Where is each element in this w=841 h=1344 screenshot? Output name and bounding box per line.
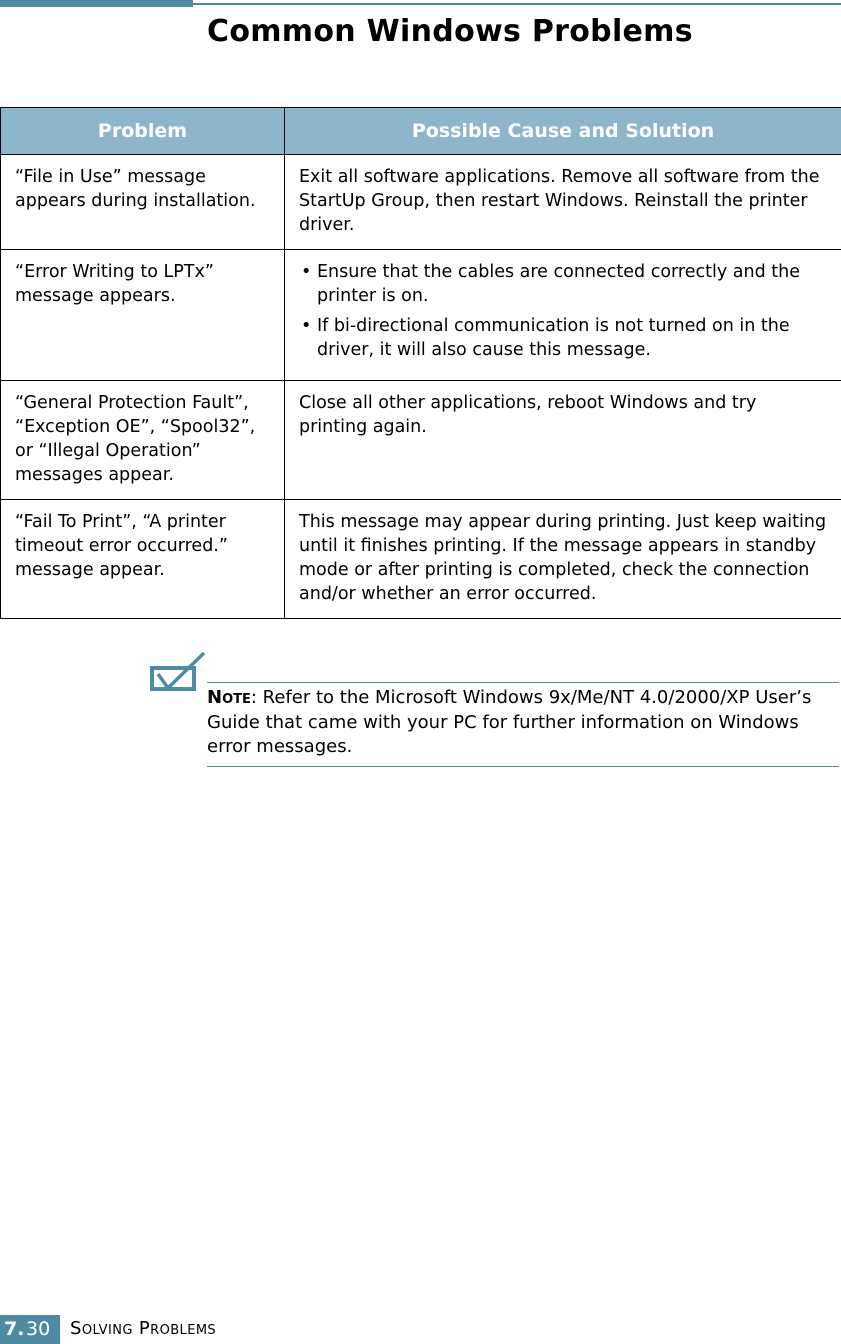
problem-cell: “Fail To Print”, “A printer timeout error occurred.” message appear.	[1, 500, 285, 619]
table-header-row	[1, 108, 841, 155]
problem-cell: “Error Writing to LPTx” message appears.	[1, 250, 285, 381]
page-number: 30	[26, 1318, 51, 1340]
header-solution: Possible Cause and Solution	[285, 108, 841, 155]
chapter-number: 7.	[4, 1318, 25, 1340]
solution-bullet-list	[299, 260, 829, 362]
solution-bullet: • Ensure that the cables are connected correctly and the printer is on.	[299, 260, 829, 308]
table-row	[1, 381, 841, 500]
page-number-badge	[0, 1315, 60, 1344]
problem-cell: “File in Use” message appears during installation.	[1, 155, 285, 250]
note-bottom-rule	[207, 766, 839, 767]
problems-table	[0, 107, 841, 619]
header-rule	[193, 3, 841, 5]
solution-cell	[285, 250, 841, 381]
page-title: Common Windows Problems	[207, 14, 693, 49]
solution-cell: Exit all software applications. Remove all software from the StartUp Group, then restart Windows. Reinstall the printer driver.	[285, 155, 841, 250]
solution-cell: Close all other applications, reboot Windows and try printing again.	[285, 381, 841, 500]
header-problem: Problem	[1, 108, 285, 155]
problem-cell: “General Protection Fault”, “Exception OE”, “Spool32”, or “Illegal Operation” messages appear.	[1, 381, 285, 500]
note-label: Note	[207, 687, 251, 708]
solution-bullet: • If bi-directional communication is not turned on in the driver, it will also cause this message.	[299, 314, 829, 362]
solution-cell: This message may appear during printing. Just keep waiting until it finishes printing. If the message appears in standby mode or after printing is completed, check the connection and/or whether an error occurred.	[285, 500, 841, 619]
table-row	[1, 250, 841, 381]
table-row	[1, 500, 841, 619]
header-accent-bar	[0, 0, 193, 7]
section-title: Solving Problems	[70, 1318, 217, 1339]
table-row	[1, 155, 841, 250]
note	[207, 686, 832, 760]
checkmark-box-icon	[148, 650, 208, 695]
note-top-rule	[207, 682, 839, 683]
note-text: : Refer to the Microsoft Windows 9x/Me/NT 4.0/2000/XP User’s Guide that came with your PC for further information on Windows error messages.	[207, 687, 812, 757]
